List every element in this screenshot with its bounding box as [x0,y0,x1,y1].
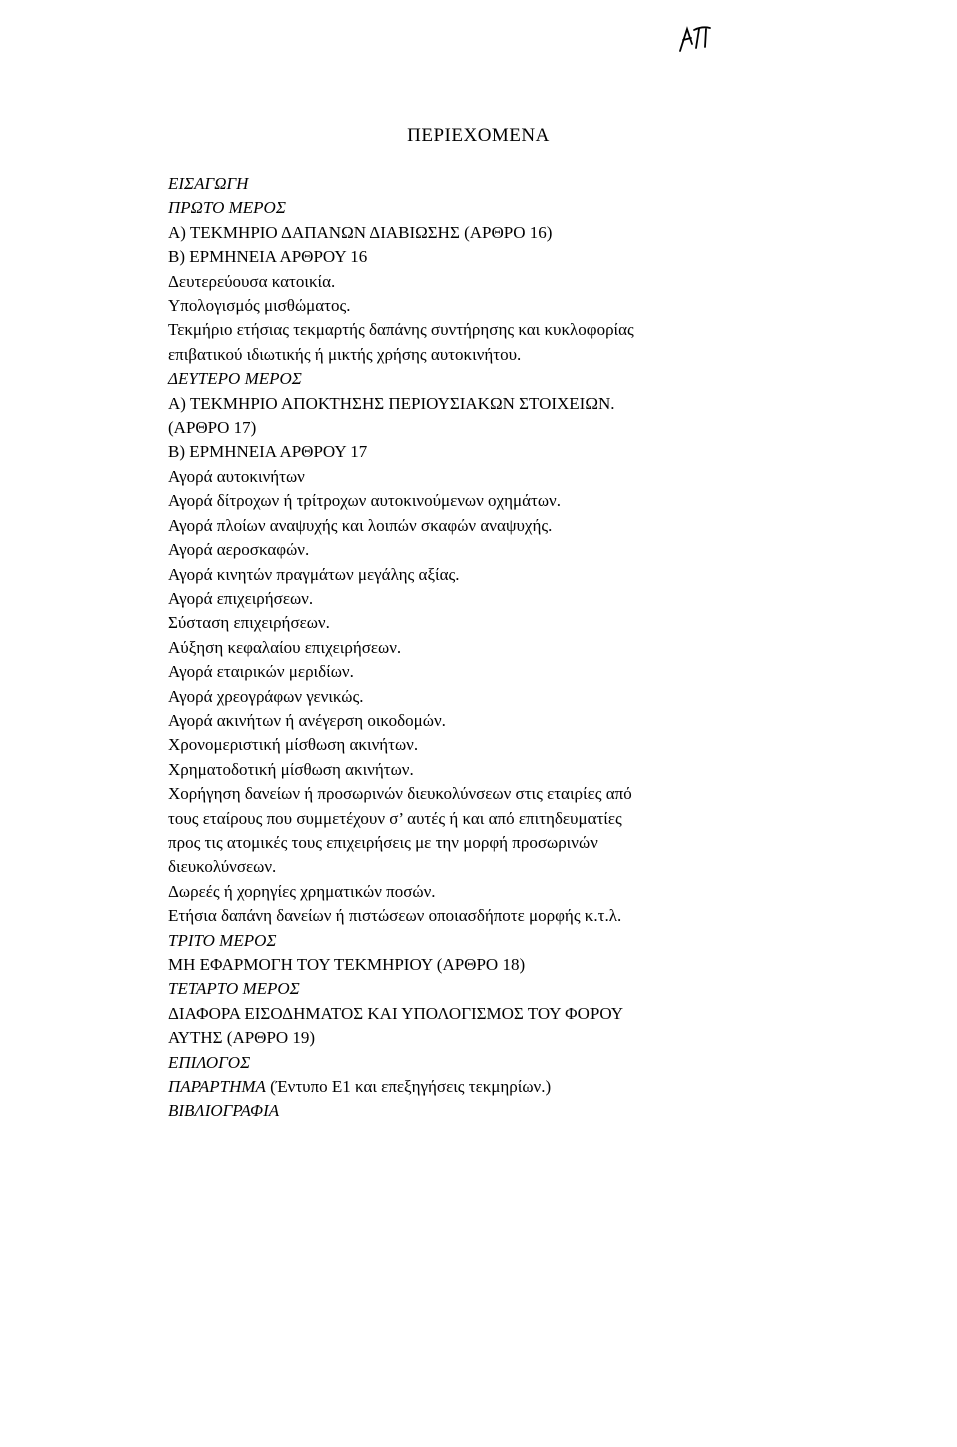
toc-entry: Αύξηση κεφαλαίου επιχειρήσεων. [168,637,402,657]
handwritten-page-mark [678,20,718,54]
toc-entry: Δευτερεύουσα κατοικία. [168,271,336,291]
toc-entry: Β) ΕΡΜΗΝΕΙΑ ΑΡΘΡΟΥ 16 [168,247,368,267]
toc-entry: Α) ΤΕΚΜΗΡΙΟ ΑΠΟΚΤΗΣΗΣ ΠΕΡΙΟΥΣΙΑΚΩΝ ΣΤΟΙΧΕΙΩΝ. [168,393,615,413]
toc-entry: διευκολύνσεων. [168,857,277,877]
toc-entry: Αγορά ακινήτων ή ανέγερση οικοδομών. [168,710,446,730]
toc-appendix-label: ΠΑΡΑΡΤΗΜΑ [168,1077,266,1097]
toc-entry: ΔΙΑΦΟΡΑ ΕΙΣΟΔΗΜΑΤΟΣ ΚΑΙ ΥΠΟΛΟΓΙΣΜΟΣ ΤΟΥ ΦΟΡΟΥ [168,1003,624,1023]
toc-entry: Ετήσια δαπάνη δανείων ή πιστώσεων οποιασδήποτε μορφής κ.τ.λ. [168,906,622,926]
table-of-contents [168,172,768,1124]
toc-section-heading: ΔΕΥΤΕΡΟ ΜΕΡΟΣ [168,369,302,389]
toc-entry: Αγορά αεροσκαφών. [168,540,310,560]
toc-entry: Αγορά δίτροχων ή τρίτροχων αυτοκινούμενων οχημάτων. [168,491,561,511]
toc-entry: Αγορά επιχειρήσεων. [168,588,314,608]
toc-entry: επιβατικού ιδιωτικής ή μικτής χρήσης αυτοκινήτου. [168,344,522,364]
toc-entry: Αγορά χρεογράφων γενικώς. [168,686,364,706]
toc-section-heading: ΕΠΙΛΟΓΟΣ [168,1052,251,1072]
toc-section-heading: ΠΡΩΤΟ ΜΕΡΟΣ [168,198,286,218]
toc-entry: Χορήγηση δανείων ή προσωρινών διευκολύνσεων στις εταιρίες από [168,784,632,804]
toc-entry: ΜΗ ΕΦΑΡΜΟΓΗ ΤΟΥ ΤΕΚΜΗΡΙΟΥ (ΑΡΘΡΟ 18) [168,955,526,974]
toc-entry: Α) ΤΕΚΜΗΡΙΟ ΔΑΠΑΝΩΝ ΔΙΑΒΙΩΣΗΣ (ΑΡΘΡΟ 16) [168,222,553,242]
toc-entry: Υπολογισμός μισθώματος. [168,296,351,316]
toc-appendix-description: (Έντυπο Ε1 και επεξηγήσεις τεκμηρίων.) [265,1077,552,1097]
toc-appendix-entry [168,1075,768,1099]
toc-entry: Χρηματοδοτική μίσθωση ακινήτων. [168,759,414,779]
toc-entry: Σύσταση επιχειρήσεων. [168,613,330,633]
toc-entry: Β) ΕΡΜΗΝΕΙΑ ΑΡΘΡΟΥ 17 [168,442,368,462]
toc-entry: Αγορά κινητών πραγμάτων μεγάλης αξίας. [168,564,460,584]
toc-entry: Αγορά αυτοκινήτων [168,466,305,486]
toc-section-heading: ΤΕΤΑΡΤΟ ΜΕΡΟΣ [168,979,300,999]
page-title: ΠΕΡΙΕΧΟΜΕΝΑ [407,125,550,146]
toc-entry: Χρονομεριστική μίσθωση ακινήτων. [168,735,419,755]
toc-section-heading: ΤΡΙΤΟ ΜΕΡΟΣ [168,930,277,950]
toc-entry: τους εταίρους που συμμετέχουν σ’ αυτές ή και από επιτηδευματίες [168,808,622,828]
toc-section-heading: ΒΙΒΛΙΟΓΡΑΦΙΑ [168,1101,280,1121]
toc-entry: ΑΥΤΗΣ (ΑΡΘΡΟ 19) [168,1028,316,1048]
toc-entry: Αγορά πλοίων αναψυχής και λοιπών σκαφών αναψυχής. [168,515,553,535]
toc-entry: (ΑΡΘΡΟ 17) [168,418,257,438]
toc-entry: Αγορά εταιρικών μεριδίων. [168,662,354,682]
toc-entry: Δωρεές ή χορηγίες χρηματικών ποσών. [168,881,436,901]
toc-entry: Τεκμήριο ετήσιας τεκμαρτής δαπάνης συντήρησης και κυκλοφορίας [168,320,634,340]
toc-section-heading: ΕΙΣΑΓΩΓΗ [168,174,249,193]
toc-entry: προς τις ατομικές τους επιχειρήσεις με την μορφή προσωρινών [168,832,598,852]
